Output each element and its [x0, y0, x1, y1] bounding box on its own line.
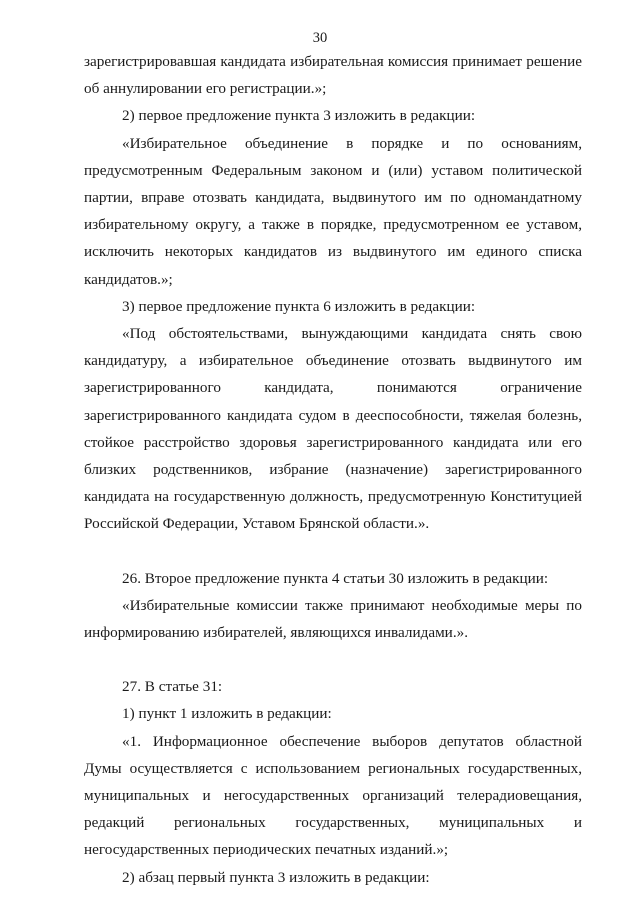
paragraph-registration-annulment: зарегистрировавшая кандидата избирательная комиссия принимает решение об аннулировании его регистрации.»;: [84, 53, 582, 98]
section-spacer: [84, 538, 582, 565]
paragraph-section-26-heading: 26. Второе предложение пункта 4 статьи 30 изложить в редакции:: [122, 569, 549, 587]
paragraph-item-2-quote: «Избирательное объединение в порядке и по основаниям, предусмотренным Федеральным законом и (или) уставом политической партии, вправе отозвать кандидата, выдвинутого им по одномандатному избирательному округу, а также в порядке, предусмотренном ее уставом, исключить некоторых кандидатов из выдвинутого им единого списка кандидатов.»;: [84, 134, 582, 288]
document-body: [84, 48, 582, 891]
paragraph-item-2-heading: 2) первое предложение пункта 3 изложить в редакции:: [122, 107, 476, 125]
paragraph-section-27-heading: 27. В статье 31:: [122, 678, 223, 696]
paragraph-item-3-heading: 3) первое предложение пункта 6 изложить в редакции:: [122, 297, 476, 315]
section-spacer: [84, 646, 582, 673]
paragraph-section-27-item-1-heading: 1) пункт 1 изложить в редакции:: [122, 705, 332, 723]
paragraph-section-27-item-2-heading: 2) абзац первый пункта 3 изложить в редакции:: [122, 868, 430, 886]
paragraph-item-3-quote: «Под обстоятельствами, вынуждающими кандидата снять свою кандидатуру, а избирательное объединение отозвать выдвинутого им зарегистрированного кандидата, понимаются ограничение зарегистрированного кандидата судом в дееспособности, тяжелая болезнь, стойкое расстройство здоровья зарегистрированного кандидата или его близких родственников, избрание (назначение) зарегистрированного кандидата на государственную должность, предусмотренную Конституцией Российской Федерации, Уставом Брянской области.».: [84, 325, 582, 533]
page-number: 30: [312, 30, 328, 46]
paragraph-section-26-quote: «Избирательные комиссии также принимают необходимые меры по информированию избирателей, являющихся инвалидами.».: [84, 596, 582, 642]
paragraph-section-27-item-1-quote: «1. Информационное обеспечение выборов депутатов областной Думы осуществляется с использованием региональных государственных, муниципальных и негосударственных организаций телерадиовещания, редакций региональных государственных, муниципальных и негосударственных периодических печатных изданий.»;: [84, 732, 582, 859]
